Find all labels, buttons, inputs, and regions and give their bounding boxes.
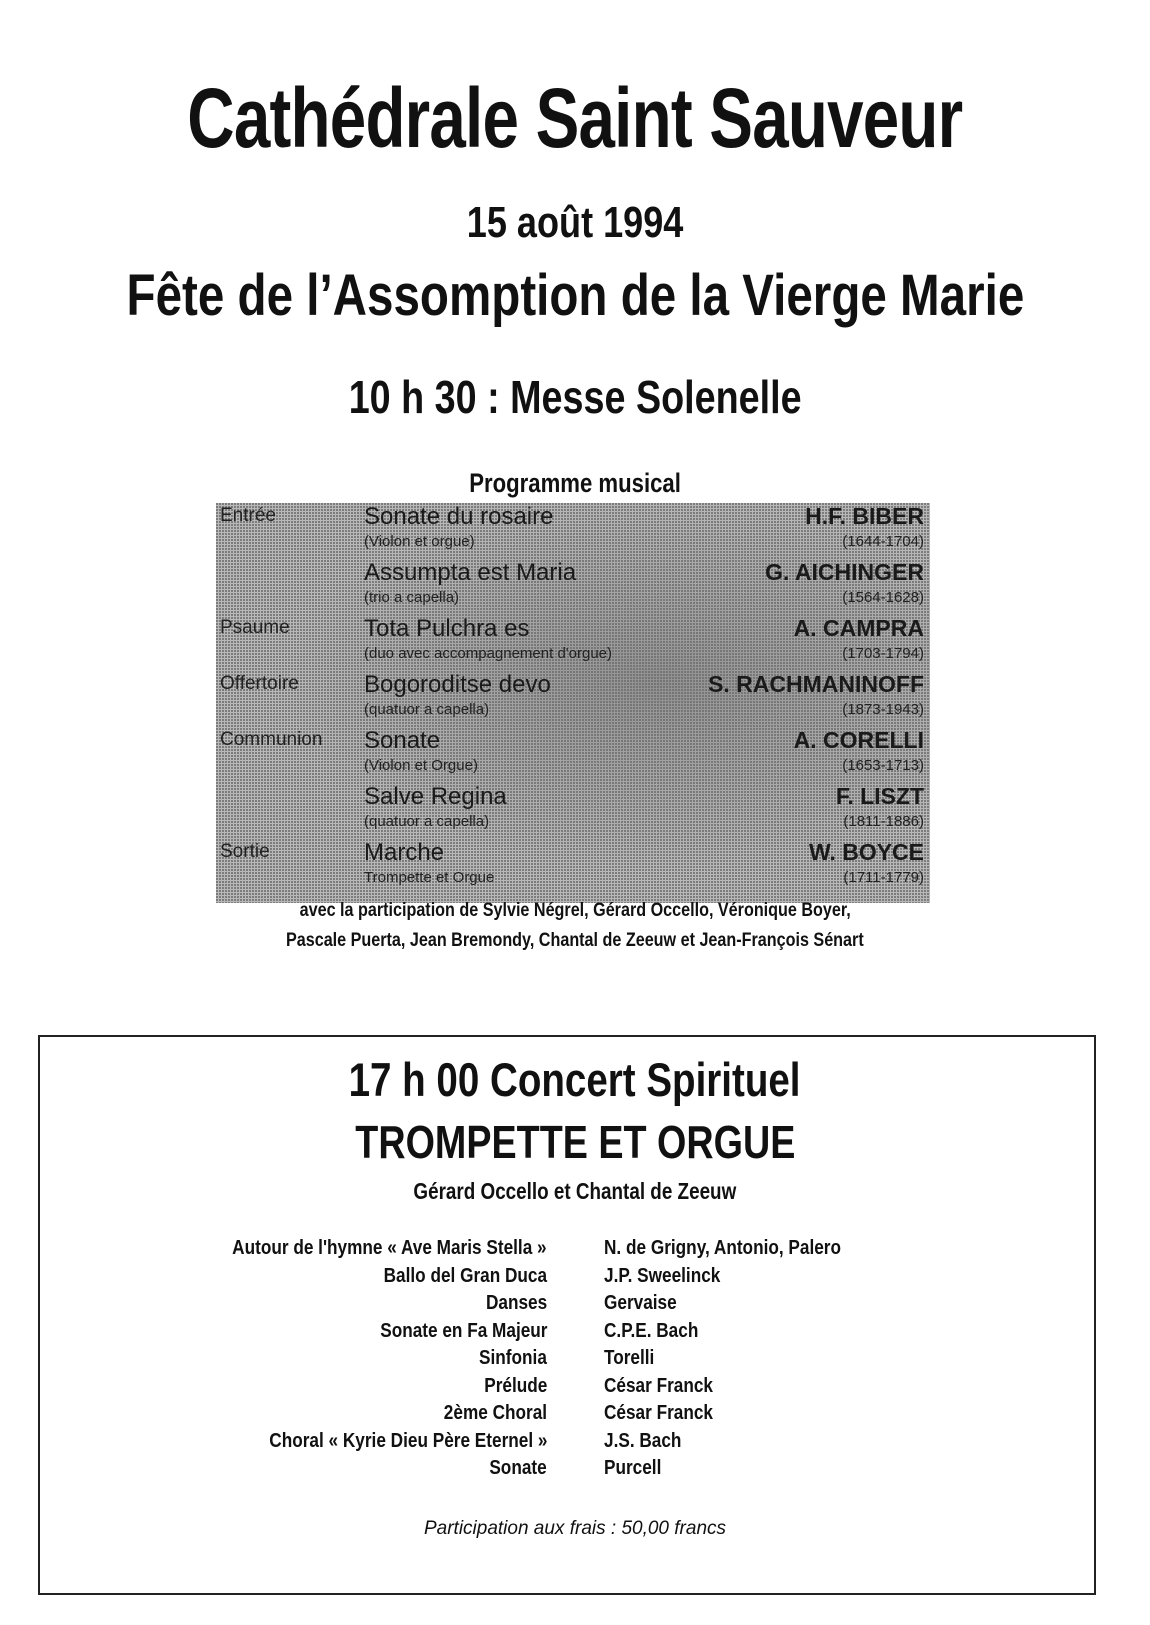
programme-row	[216, 503, 930, 559]
work-composer-text: J.S. Bach	[604, 1429, 682, 1452]
piece-title: Sonate du rosaire	[364, 503, 554, 530]
work-composer	[604, 1320, 714, 1343]
concert-performers: Gérard Occello et Chantal de Zeeuw	[413, 1178, 737, 1204]
work-row	[0, 1347, 1150, 1375]
piece-title: Bogoroditse devo	[364, 671, 551, 698]
composer-years: (1644-1704)	[842, 533, 924, 550]
piece-scoring: (Violon et Orgue)	[364, 757, 478, 774]
piece-scoring: Trompette et Orgue	[364, 869, 495, 886]
composer-name: S. RACHMANINOFF	[708, 671, 924, 697]
work-title-text: Ballo del Gran Duca	[383, 1264, 547, 1287]
work-row	[0, 1320, 1150, 1348]
section-label: Communion	[220, 729, 323, 750]
work-composer	[604, 1375, 731, 1398]
work-composer-text: Gervaise	[604, 1292, 677, 1314]
programme-table	[216, 503, 930, 903]
piece-scoring: (quatuor a capella)	[364, 701, 490, 718]
work-title	[427, 1402, 547, 1425]
work-composer	[604, 1430, 694, 1453]
work-composer-text: César Franck	[604, 1402, 714, 1424]
work-composer-text: César Franck	[604, 1374, 714, 1397]
work-composer-text: Purcell	[604, 1457, 662, 1479]
work-composer-text: Torelli	[604, 1347, 655, 1369]
work-title	[224, 1430, 547, 1453]
composer-years: (1703-1794)	[842, 645, 924, 662]
work-row	[0, 1430, 1150, 1458]
piece-scoring: (duo avec accompagnement d'orgue)	[364, 645, 613, 662]
work-title	[474, 1375, 547, 1398]
concert-subtitle: TROMPETTE ET ORGUE	[354, 1116, 796, 1168]
work-title-text: Danses	[485, 1292, 547, 1314]
work-title-text: Sonate en Fa Majeur	[379, 1319, 547, 1342]
feast-name: Fête de l’Assomption de la Vierge Marie	[126, 263, 1024, 328]
participants-line: Pascale Puerta, Jean Bremondy, Chantal de Zeeuw et Jean-François Sénart	[286, 930, 864, 951]
section-label: Sortie	[220, 841, 270, 862]
section-label: Offertoire	[220, 673, 299, 694]
composer-name: G. AICHINGER	[765, 559, 924, 585]
programme-row	[216, 839, 930, 895]
composer-years: (1873-1943)	[842, 701, 924, 718]
work-row	[0, 1237, 1150, 1265]
event-date: 15 août 1994	[466, 198, 684, 247]
work-title	[476, 1292, 547, 1315]
work-composer	[604, 1402, 731, 1425]
work-title	[480, 1457, 547, 1480]
work-title-text: Prélude	[483, 1374, 547, 1397]
work-composer	[604, 1265, 739, 1288]
programme-row	[216, 727, 930, 783]
work-title-text: Autour de l'hymne « Ave Maris Stella »	[232, 1237, 547, 1259]
participants-text	[0, 896, 1150, 956]
work-row	[0, 1292, 1150, 1320]
composer-name: A. CAMPRA	[793, 615, 924, 641]
work-title-text: Choral « Kyrie Dieu Père Eternel »	[268, 1429, 547, 1452]
work-composer	[604, 1457, 671, 1480]
composer-years: (1564-1628)	[842, 589, 924, 606]
composer-years: (1811-1886)	[843, 813, 924, 830]
section-label: Psaume	[220, 617, 290, 638]
mass-time: 10 h 30 : Messe Solenelle	[348, 371, 802, 423]
concert-title: 17 h 00 Concert Spirituel	[349, 1053, 801, 1106]
work-title	[353, 1320, 548, 1343]
work-composer-text: N. de Grigny, Antonio, Palero	[604, 1237, 841, 1259]
programme-heading: Programme musical	[469, 468, 681, 498]
work-row	[0, 1375, 1150, 1403]
participants-line: avec la participation de Sylvie Négrel, Gérard Occello, Véronique Boyer,	[299, 900, 851, 921]
programme-row	[216, 559, 930, 615]
composer-years: (1653-1713)	[842, 757, 924, 774]
work-composer	[604, 1292, 689, 1315]
work-composer	[604, 1237, 880, 1260]
composer-name: F. LISZT	[835, 783, 924, 809]
piece-title: Sonate	[364, 727, 441, 754]
programme-row	[216, 615, 930, 671]
piece-title: Marche	[364, 839, 445, 866]
work-title	[357, 1265, 547, 1288]
work-title-text: 2ème Choral	[443, 1402, 547, 1424]
work-row	[0, 1265, 1150, 1293]
piece-title: Tota Pulchra es	[364, 615, 530, 642]
composer-name: H.F. BIBER	[805, 503, 924, 529]
page-title: Cathédrale Saint Sauveur	[187, 71, 963, 165]
piece-scoring: (Violon et orgue)	[364, 533, 475, 550]
piece-scoring: (trio a capella)	[364, 589, 460, 606]
work-title-text: Sonate	[489, 1457, 547, 1479]
composer-years: (1711-1779)	[843, 869, 924, 886]
programme-row	[216, 671, 930, 727]
work-title-text: Sinfonia	[479, 1347, 547, 1369]
work-composer	[604, 1347, 663, 1370]
piece-title: Salve Regina	[364, 783, 507, 810]
piece-scoring: (quatuor a capella)	[364, 813, 490, 830]
work-title	[181, 1237, 547, 1260]
piece-title: Assumpta est Maria	[364, 559, 577, 586]
section-label: Entrée	[220, 505, 276, 526]
work-row	[0, 1402, 1150, 1430]
composer-name: A. CORELLI	[793, 727, 924, 753]
programme-row	[216, 783, 930, 839]
composer-name: W. BOYCE	[808, 839, 924, 865]
work-composer-text: J.P. Sweelinck	[604, 1264, 721, 1287]
work-composer-text: C.P.E. Bach	[604, 1319, 699, 1342]
work-row	[0, 1457, 1150, 1485]
participation-fee: Participation aux frais : 50,00 francs	[423, 1518, 727, 1539]
work-title	[468, 1347, 547, 1370]
